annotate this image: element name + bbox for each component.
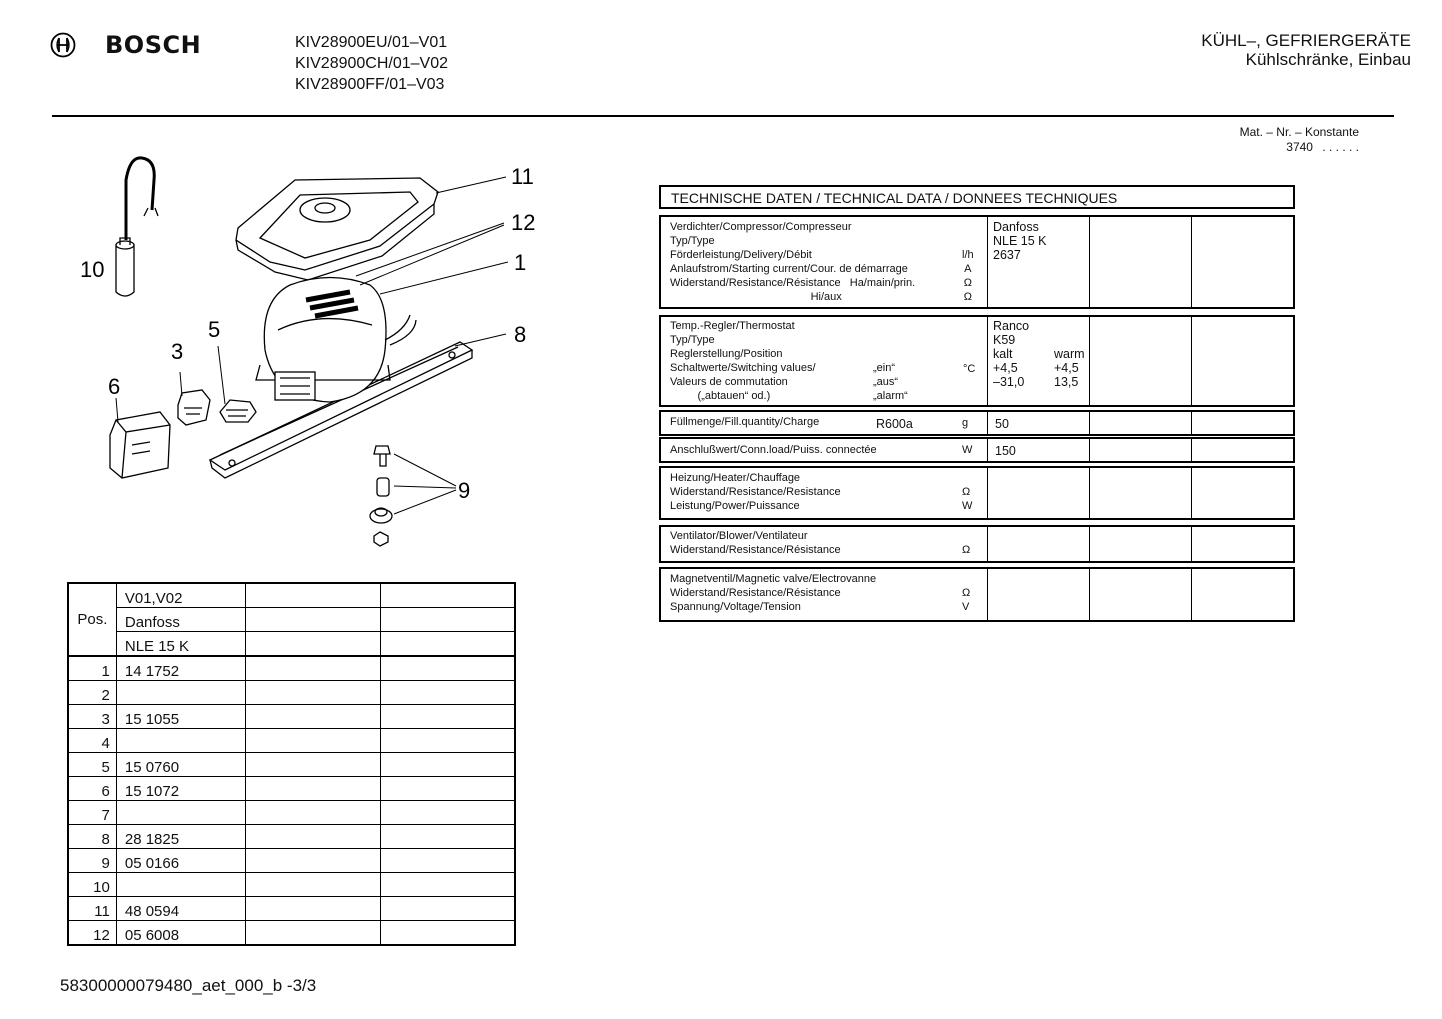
- empty-cell: [246, 729, 380, 753]
- valve-units: Ω V: [962, 587, 971, 613]
- thermostat-warm-value: warm +4,5 13,5: [1054, 347, 1085, 389]
- heater-units: Ω W: [962, 486, 973, 512]
- thermostat-unit: °C: [963, 363, 976, 375]
- empty-cell: [380, 825, 515, 849]
- mat-nr-label: Mat. – Nr. – Konstante: [1239, 125, 1359, 139]
- relay-part: [178, 390, 210, 425]
- part-number: [116, 801, 245, 825]
- empty-cell: [380, 849, 515, 873]
- col-divider: [1089, 412, 1090, 434]
- empty-cell: [380, 777, 515, 801]
- callout-1: 1: [514, 250, 527, 275]
- callout-12: 12: [511, 210, 536, 235]
- table-row: [68, 753, 515, 777]
- capacitor-part: [116, 158, 158, 296]
- part-number: 28 1825: [116, 825, 245, 849]
- table-row: [68, 705, 515, 729]
- material-number: [1240, 125, 1359, 155]
- empty-cell: [246, 583, 380, 608]
- mat-nr-line: [1240, 140, 1359, 155]
- empty-cell: [246, 632, 380, 657]
- model-number: KIV28900CH/01–V02: [295, 55, 448, 72]
- empty-cell: [246, 801, 380, 825]
- col-divider: [1191, 439, 1192, 461]
- col-divider: [987, 412, 988, 434]
- compressor-labels: Verdichter/Compressor/Compresseur Typ/Type Förderleistung/Delivery/Débit Anlaufstrom/Starting current/Cour. de démarrage Widerstand/Resistance/Résistance Ha/main/prin. Hi/aux: [670, 221, 916, 303]
- magnetic-valve-section: [659, 567, 1295, 622]
- tech-data-title-box: [659, 185, 1295, 209]
- load-unit: W: [962, 444, 973, 456]
- callout-11: 11: [511, 164, 534, 189]
- pos-number: 11: [68, 897, 116, 921]
- pos-number: 6: [68, 777, 116, 801]
- empty-cell: [246, 777, 380, 801]
- callout-10: 10: [80, 257, 105, 282]
- part-number: [116, 681, 245, 705]
- empty-cell: [380, 656, 515, 681]
- refrigerant-type: R600a: [876, 417, 913, 431]
- col-divider: [1089, 468, 1090, 518]
- exploded-parts-diagram: [60, 150, 620, 560]
- col-divider: [987, 317, 988, 405]
- col-divider: [1191, 569, 1192, 620]
- col-divider: [987, 217, 988, 307]
- fastener-parts: [370, 446, 392, 546]
- category-title: KÜHL–, GEFRIERGERÄTE: [1201, 31, 1411, 50]
- part-number: [116, 729, 245, 753]
- pos-header: Pos.: [68, 583, 116, 656]
- table-row: [68, 656, 515, 681]
- header-rule: [52, 115, 1394, 117]
- tech-data-title: TECHNISCHE DATEN / TECHNICAL DATA / DONNEES TECHNIQUES: [671, 190, 1118, 206]
- compressor-units: l/h A Ω Ω: [962, 249, 974, 303]
- pos-number: 7: [68, 801, 116, 825]
- load-label: Anschlußwert/Conn.load/Puiss. connectée: [670, 444, 877, 456]
- model-cell: NLE 15 K: [116, 632, 245, 657]
- empty-cell: [380, 632, 515, 657]
- document-footer: 58300000079480_aet_000_b -3/3: [60, 976, 317, 995]
- mat-nr-dots: . . . . . .: [1322, 140, 1359, 154]
- col-divider: [1089, 569, 1090, 620]
- heater-section: [659, 466, 1295, 520]
- col-divider: [1089, 317, 1090, 405]
- connected-load-section: [659, 437, 1295, 463]
- empty-cell: [380, 705, 515, 729]
- empty-cell: [380, 921, 515, 946]
- empty-cell: [246, 656, 380, 681]
- part-number: 15 1055: [116, 705, 245, 729]
- empty-cell: [380, 608, 515, 632]
- table-row: [68, 729, 515, 753]
- charge-label: Füllmenge/Fill.quantity/Charge: [670, 416, 820, 428]
- table-row: [68, 681, 515, 705]
- pos-number: 4: [68, 729, 116, 753]
- table-row: [68, 608, 515, 632]
- col-divider: [1089, 217, 1090, 307]
- thermostat-modes: „ein“ „aus“ „alarm“: [873, 362, 908, 402]
- col-divider: [1191, 527, 1192, 561]
- empty-cell: [246, 608, 380, 632]
- pos-rows: [68, 656, 515, 945]
- part-number: 15 0760: [116, 753, 245, 777]
- part-number: 15 1072: [116, 777, 245, 801]
- heater-labels: Heizung/Heater/Chauffage Widerstand/Resistance/Resistance Leistung/Power/Puissance: [670, 472, 841, 512]
- empty-cell: [380, 681, 515, 705]
- empty-cell: [380, 897, 515, 921]
- table-row: [68, 632, 515, 657]
- mat-nr-value: 3740: [1286, 140, 1313, 154]
- pos-number: 10: [68, 873, 116, 897]
- empty-cell: [246, 897, 380, 921]
- callout-3: 3: [171, 339, 184, 364]
- pos-number: 8: [68, 825, 116, 849]
- col-divider: [987, 527, 988, 561]
- col-divider: [987, 439, 988, 461]
- col-divider: [1089, 439, 1090, 461]
- parts-position-table: [67, 582, 516, 946]
- table-row: [68, 825, 515, 849]
- empty-cell: [246, 921, 380, 946]
- table-row: [68, 897, 515, 921]
- category: [1201, 31, 1411, 69]
- brand-name: BOSCH: [105, 31, 202, 59]
- charge-unit: g: [962, 417, 969, 429]
- charge-value: 50: [995, 417, 1009, 431]
- empty-cell: [380, 801, 515, 825]
- pos-number: 3: [68, 705, 116, 729]
- callout-5: 5: [208, 317, 221, 342]
- empty-cell: [246, 705, 380, 729]
- table-row: [68, 583, 515, 608]
- blower-labels: Ventilator/Blower/Ventilateur Widerstand/Resistance/Résistance: [670, 530, 841, 556]
- model-number: KIV28900FF/01–V03: [295, 76, 445, 93]
- part-number: 48 0594: [116, 897, 245, 921]
- callout-8: 8: [514, 322, 527, 347]
- empty-cell: [246, 849, 380, 873]
- empty-cell: [380, 753, 515, 777]
- thermostat-value: Ranco K59 kalt +4,5 –31,0: [993, 319, 1030, 389]
- table-row: [68, 873, 515, 897]
- thermostat-labels: Temp.-Regler/Thermostat Typ/Type Reglerstellung/Position Schaltwerte/Switching values/ Valeurs de commutation („abtauen“ od.): [670, 320, 816, 402]
- pos-number: 1: [68, 656, 116, 681]
- relay-cover-part: [110, 412, 170, 478]
- maker-cell: Danfoss: [116, 608, 245, 632]
- empty-cell: [246, 825, 380, 849]
- callout-9: 9: [458, 478, 471, 503]
- pos-number: 2: [68, 681, 116, 705]
- pos-number: 5: [68, 753, 116, 777]
- col-divider: [1191, 468, 1192, 518]
- col-divider: [1089, 527, 1090, 561]
- compressor-value: Danfoss NLE 15 K 2637: [993, 220, 1047, 262]
- part-number: 05 0166: [116, 849, 245, 873]
- empty-cell: [246, 873, 380, 897]
- col-divider: [1191, 412, 1192, 434]
- part-number: 05 6008: [116, 921, 245, 946]
- model-list: [295, 32, 448, 95]
- callout-6: 6: [108, 374, 121, 399]
- table-row: [68, 921, 515, 946]
- empty-cell: [246, 681, 380, 705]
- table-row: [68, 801, 515, 825]
- pos-number: 12: [68, 921, 116, 946]
- part-number: 14 1752: [116, 656, 245, 681]
- compressor-section: [659, 215, 1295, 309]
- blower-section: [659, 525, 1295, 563]
- col-divider: [1191, 217, 1192, 307]
- charge-section: [659, 410, 1295, 436]
- table-row: [68, 777, 515, 801]
- thermostat-section: [659, 315, 1295, 407]
- col-divider: [987, 468, 988, 518]
- model-number: KIV28900EU/01–V01: [295, 34, 448, 51]
- category-subtitle: Kühlschränke, Einbau: [1245, 50, 1411, 69]
- pos-number: 9: [68, 849, 116, 873]
- col-divider: [987, 569, 988, 620]
- valve-labels: Magnetventil/Magnetic valve/Electrovanne Widerstand/Resistance/Résistance Spannung/Voltage/Tension: [670, 573, 877, 613]
- empty-cell: [380, 729, 515, 753]
- blower-units: Ω: [962, 544, 971, 556]
- part-number: [116, 873, 245, 897]
- empty-cell: [380, 873, 515, 897]
- table-row: [68, 849, 515, 873]
- bosch-armature-icon: [50, 32, 76, 58]
- load-value: 150: [995, 444, 1016, 458]
- empty-cell: [380, 583, 515, 608]
- empty-cell: [246, 753, 380, 777]
- col-divider: [1191, 317, 1192, 405]
- variant-cell: V01,V02: [116, 583, 245, 608]
